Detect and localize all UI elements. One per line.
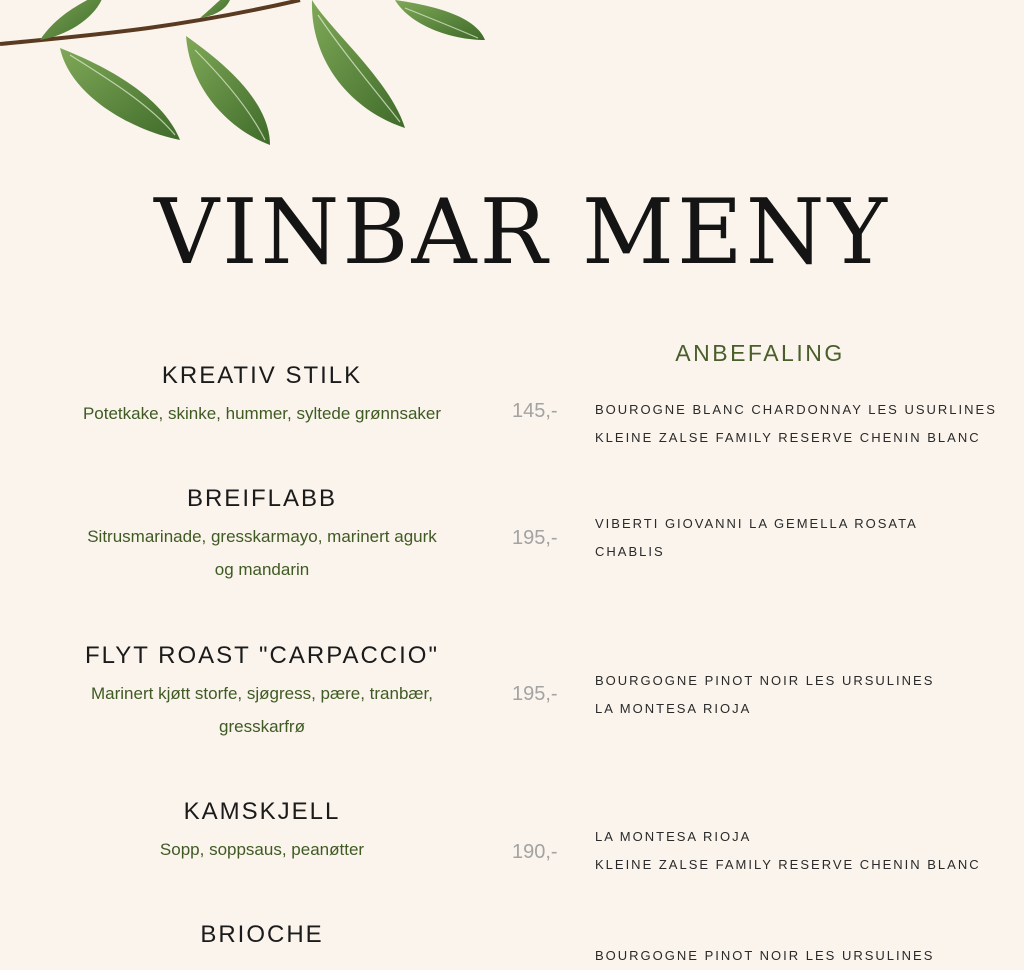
page-title: VINBAR MENY xyxy=(154,180,890,285)
dish-description: Sopp, soppsaus, peanøtter xyxy=(159,840,365,859)
wine-item: BOURGOGNE PINOT NOIR LES URSULINES xyxy=(595,948,935,963)
dish-price: 195,- xyxy=(512,683,558,705)
dish-description: Sitrusmarinade, gresskarmayo, marinert agurk og mandarin xyxy=(87,527,437,579)
wine-item: LA MONTESA RIOJA xyxy=(595,829,752,844)
wine-item: BOURGOGNE PINOT NOIR LES URSULINES xyxy=(595,673,935,688)
dish-name: BRIOCHE xyxy=(200,921,324,948)
wine-recommendations xyxy=(595,823,981,879)
dish-price: 190,- xyxy=(512,841,558,863)
dish-name: KREATIV STILK xyxy=(161,362,363,389)
dish-name: KAMSKJELL xyxy=(183,798,341,825)
dish-item xyxy=(40,641,484,743)
wine-item: VIBERTI GIOVANNI LA GEMELLA ROSATA xyxy=(595,516,918,531)
wine-recommendations xyxy=(595,396,997,452)
dish-price: 145,- xyxy=(512,400,558,422)
dish-name: BREIFLABB xyxy=(186,485,338,512)
olive-branch-illustration xyxy=(0,0,500,160)
recommendation-heading: ANBEFALING xyxy=(675,340,845,366)
dish-description: Marinert kjøtt storfe, sjøgress, pære, tranbær, gresskarfrø xyxy=(91,684,433,736)
wine-item: CHABLIS xyxy=(595,544,665,559)
dish-name: FLYT ROAST "CARPACCIO" xyxy=(85,642,439,669)
wine-item: LA MONTESA RIOJA xyxy=(595,701,752,716)
dish-price: 195,- xyxy=(512,527,558,549)
wine-recommendations xyxy=(595,510,918,566)
wine-item: KLEINE ZALSE FAMILY RESERVE CHENIN BLANC xyxy=(595,857,981,872)
dish-item xyxy=(40,361,484,430)
dish-description: Potetkake, skinke, hummer, syltede grønnsaker xyxy=(82,404,442,423)
wine-recommendations xyxy=(595,942,934,970)
wine-item: BOUROGNE BLANC CHARDONNAY LES USURLINES xyxy=(595,402,997,417)
wine-recommendations xyxy=(595,667,934,723)
dish-item xyxy=(40,484,484,586)
dish-item xyxy=(40,920,484,950)
dish-item xyxy=(40,797,484,866)
wine-item: KLEINE ZALSE FAMILY RESERVE CHENIN BLANC xyxy=(595,430,981,445)
